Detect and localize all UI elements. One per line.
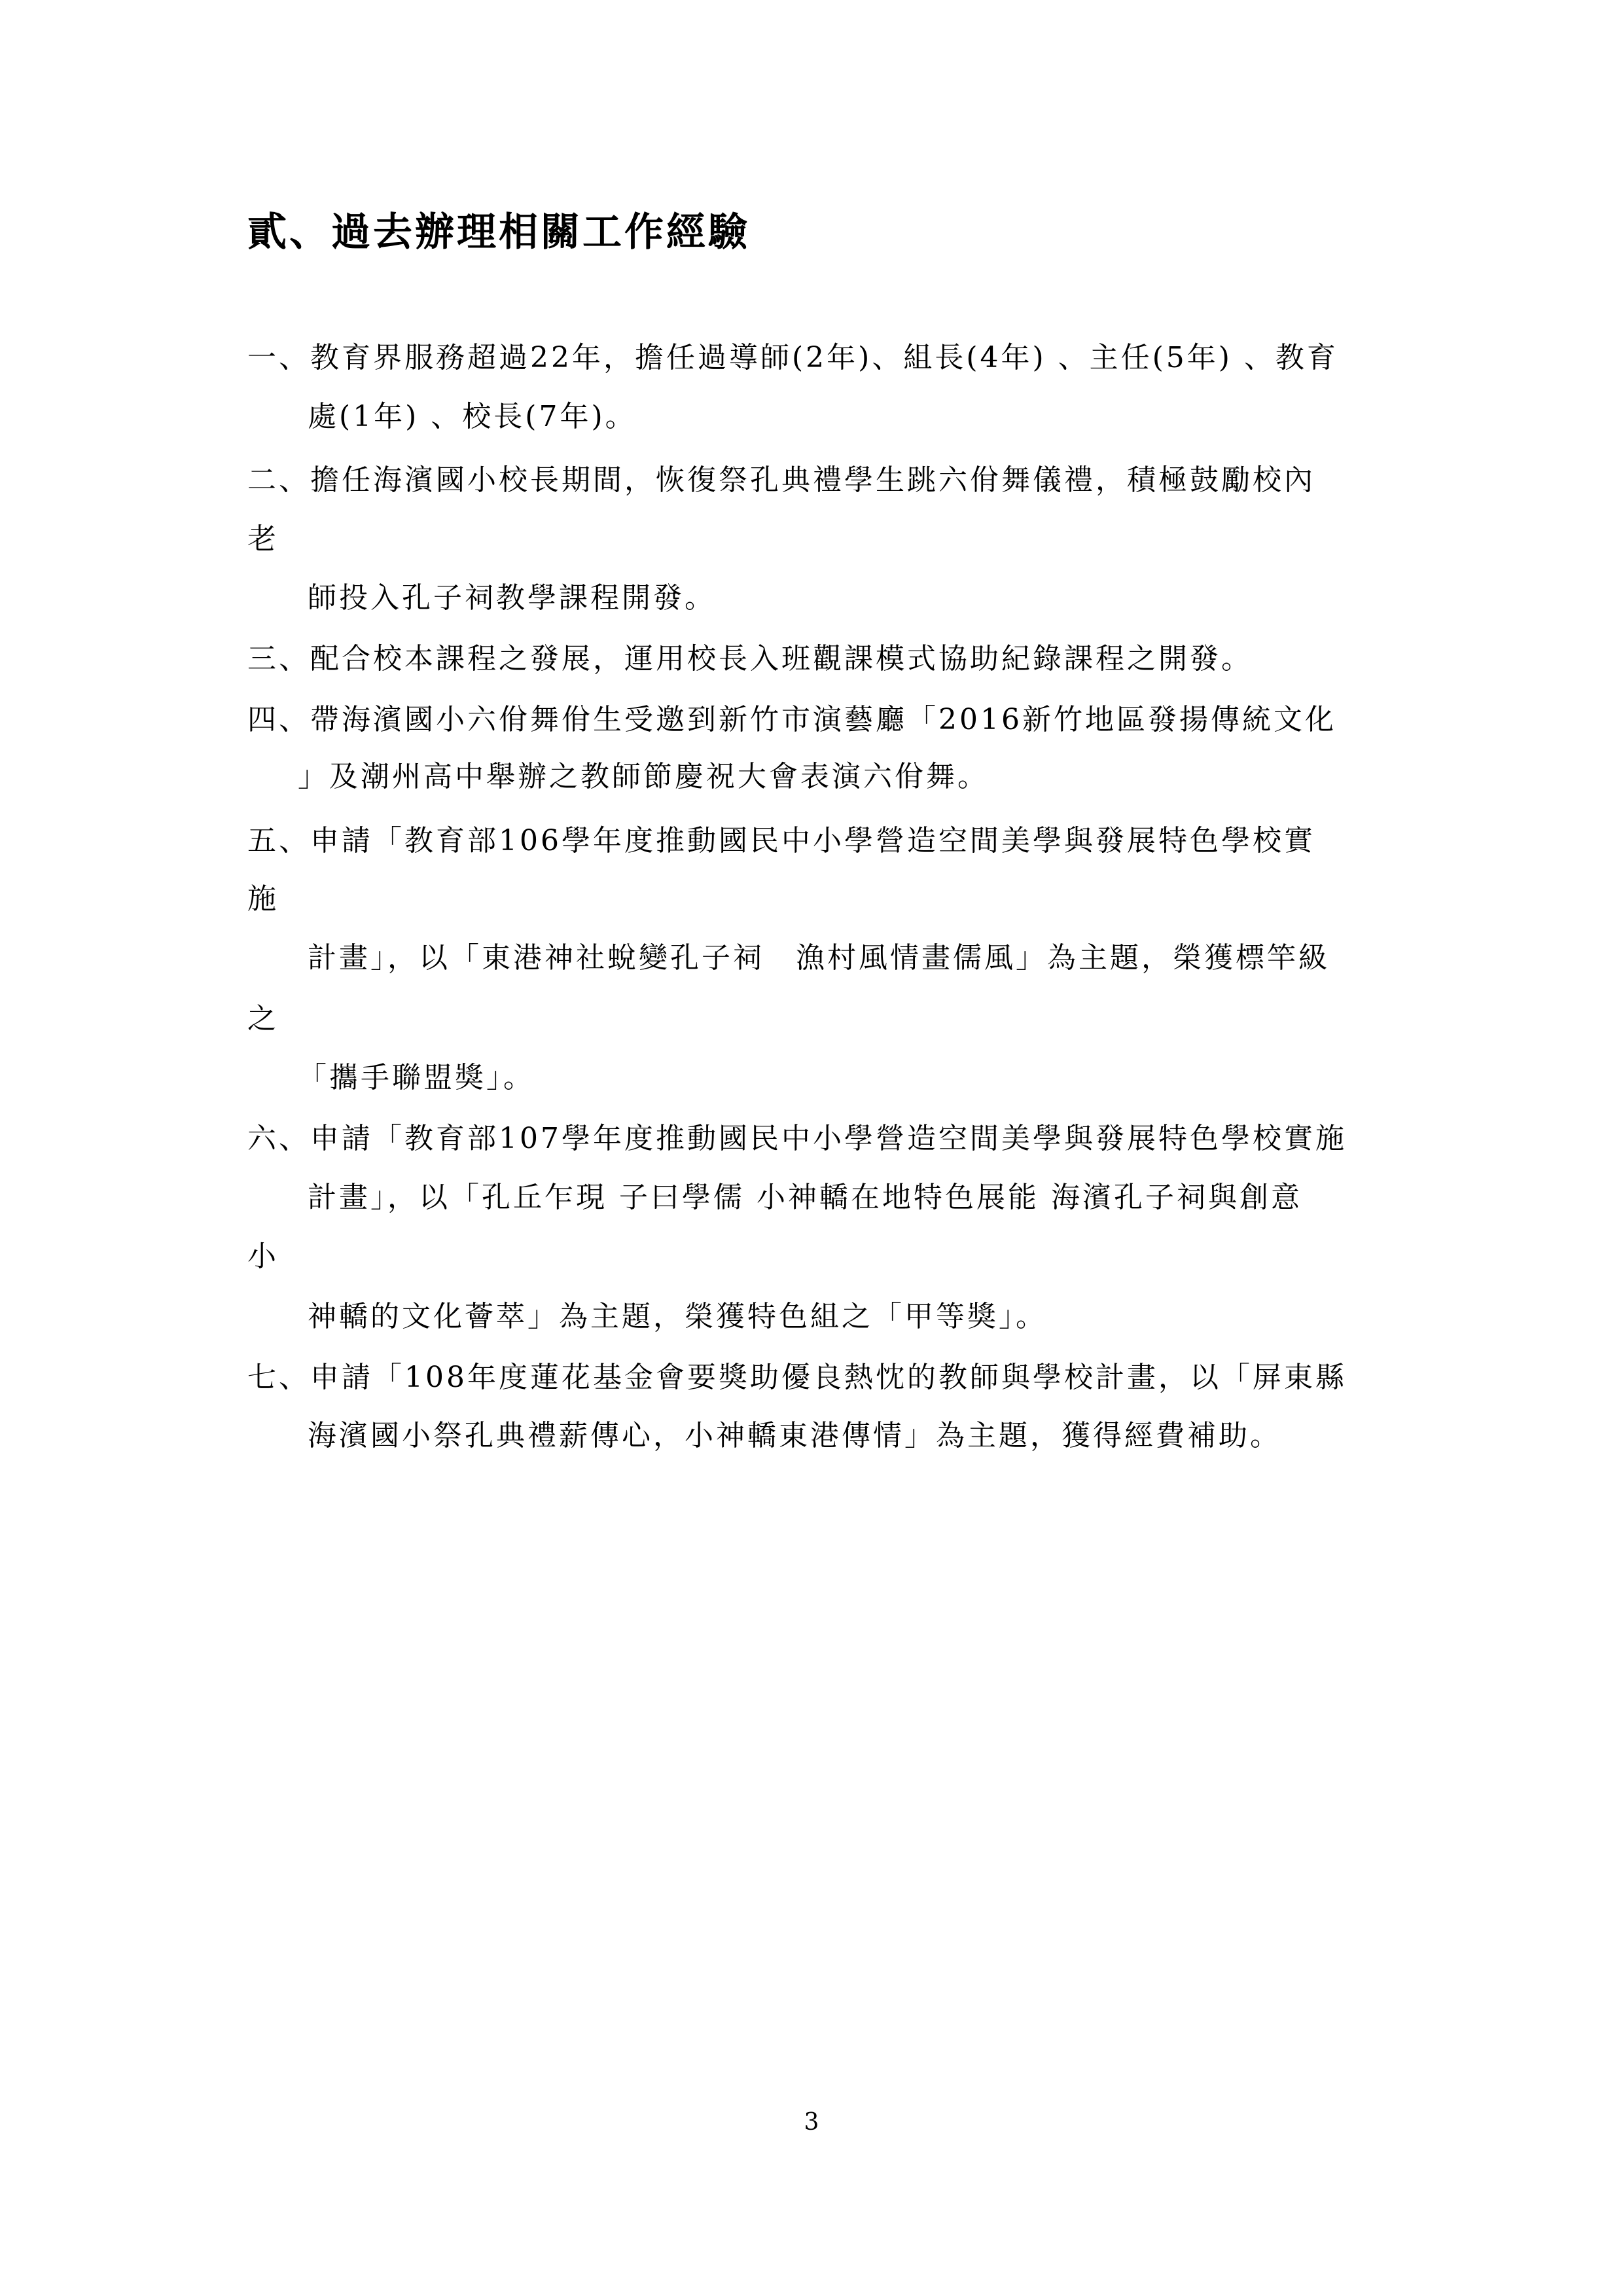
item-5-line-3: 計畫」，以「東港神社蛻變孔子祠 漁村風情畫儒風」為主題，榮獲標竿級 [308,941,1330,975]
item-3-line-1: 三、配合校本課程之發展，運用校長入班觀課模式協助紀錄課程之開發。 [247,642,1253,675]
item-4-line-1: 四、帶海濱國小六佾舞佾生受邀到新竹市演藝廳「2016新竹地區發揚傳統文化 [247,703,1336,736]
item-5-line-4: 之 [247,1002,279,1035]
item-6-line-3: 小 [247,1240,279,1273]
item-5-line-5: 「攜手聯盟獎」。 [298,1061,535,1094]
section-title: 貳、過去辦理相關工作經驗 [247,209,750,255]
item-6-line-2: 計畫」，以「孔丘乍現 子曰學儒 小神轎在地特色展能 海濱孔子祠與創意 [308,1181,1302,1214]
item-5-line-2: 施 [247,882,279,916]
item-6-line-4: 神轎的文化薈萃」為主題，榮獲特色組之「甲等獎」。 [308,1300,1047,1333]
item-1-line-2: 處(1年) 、校長(7年)。 [308,400,637,433]
item-2-line-2: 老 [247,522,279,556]
item-4-line-2: 」及潮州高中舉辦之教師節慶祝大會表演六佾舞。 [298,760,989,793]
item-2-line-1: 二、擔任海濱國小校長期間，恢復祭孔典禮學生跳六佾舞儀禮，積極鼓勵校內 [247,463,1315,497]
item-7-line-1: 七、申請「108年度蓮花基金會要獎助優良熱忱的教師與學校計畫，以「屏東縣 [247,1361,1347,1394]
item-5-line-1: 五、申請「教育部106學年度推動國民中小學營造空間美學與發展特色學校實 [247,824,1315,857]
item-6-line-1: 六、申請「教育部107學年度推動國民中小學營造空間美學與發展特色學校實施 [247,1122,1347,1155]
item-2-line-3: 師投入孔子祠教學課程開發。 [308,581,716,615]
item-7-line-2: 海濱國小祭孔典禮薪傳心，小神轎東港傳情」為主題，獲得經費補助。 [308,1419,1281,1452]
item-1-line-1: 一、教育界服務超過22年，擔任過導師(2年)、組長(4年) 、主任(5年) 、教育 [247,341,1338,374]
page-number: 3 [804,2109,819,2136]
